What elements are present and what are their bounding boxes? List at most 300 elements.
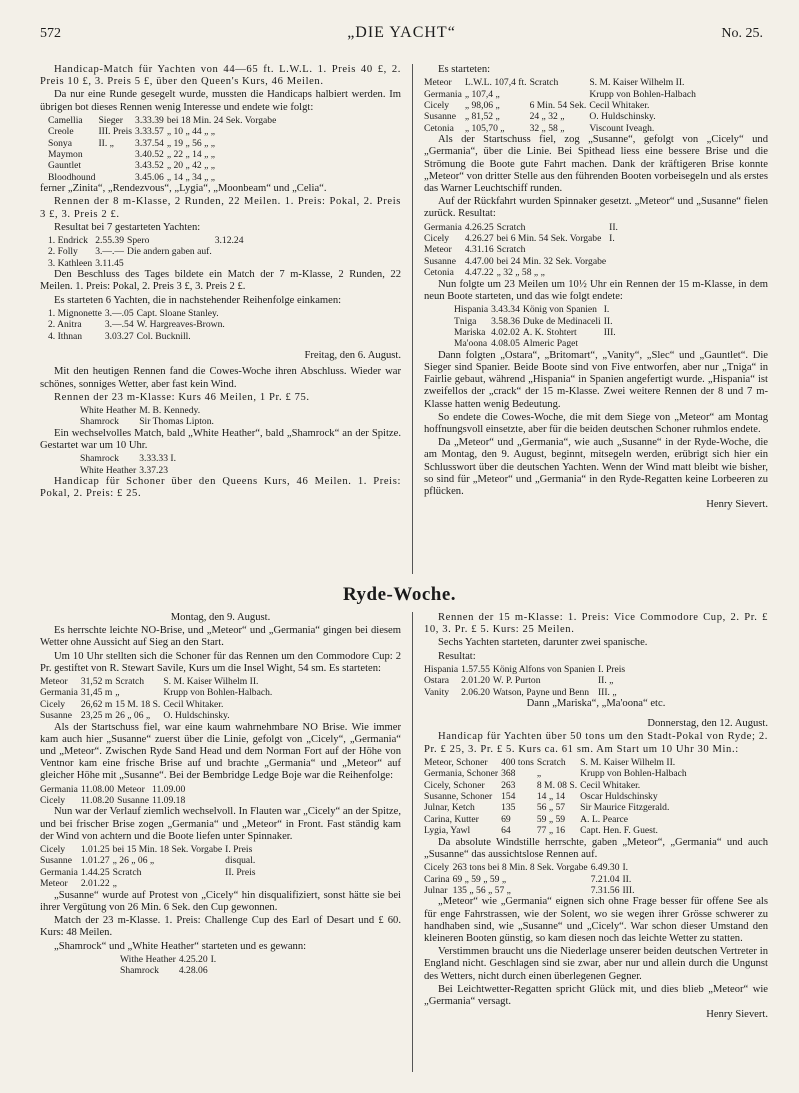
table-cell: 7.31.56: [590, 884, 620, 896]
paragraph: Rennen der 8 m-Klasse, 2 Runden, 22 Meilen. 1. Preis: Pokal, 2. Preis 3 £, 3. Preis 2 £.: [40, 196, 401, 220]
table-cell: Die andern gaben auf.: [127, 246, 212, 258]
table-cell: „: [112, 878, 117, 890]
table-cell: Scratch: [112, 866, 142, 878]
table-cell: 2. Anitra: [48, 319, 82, 331]
table-cell: Viscount Iveagh.: [589, 122, 655, 134]
table-cell: III.: [622, 884, 635, 896]
table-row: [454, 304, 619, 315]
table-row: [424, 233, 621, 244]
table-row: [120, 954, 219, 965]
results-table: [424, 862, 637, 896]
table-row: [48, 308, 228, 319]
table-cell: S. M. Kaiser Wilhelm II.: [589, 77, 685, 89]
table-row: [48, 115, 279, 126]
table-cell: „ 32 „ 58 „ „: [496, 267, 545, 279]
table-row: [40, 784, 188, 795]
table-row: [424, 791, 690, 802]
table-cell: I. Preis: [597, 663, 626, 675]
table-cell: Carina, Kutter: [424, 813, 479, 825]
paragraph: Da nur eine Runde gesegelt wurde, mussten die Handicaps halbiert werden. Im übrigen bot dieses Rennen wenig Interesse und endete wie folgt:: [40, 89, 401, 113]
table-cell: „ 19 „ 56 „ „: [166, 137, 216, 149]
table-cell: Germania: [424, 221, 462, 233]
table-cell: Oscar Huldschinsky: [580, 791, 658, 803]
table-cell: „ 10 „ 44 „ „: [166, 126, 216, 138]
paragraph: Den Beschluss des Tages bildete ein Match der 7 m-Klasse, 2 Runden, 22 Meilen. 1. Preis: Pokal, 2. Preis 3 £, 3. Preis 2 £.: [40, 269, 401, 293]
table-cell: White Heather: [80, 464, 137, 476]
table-cell: Germania, Schoner: [424, 768, 499, 780]
table-cell: 135: [501, 802, 516, 814]
paragraph: Als der Startschuss fiel, war eine kaum wahrnehmbare NO Brise. Wie immer kam auch hier „Susanne“ zuerst über die Linie, gefolgt von „Cicely“, „Germania“ und „Meteor“. Zwischen Ryde Sand Head und dem Norman Fort auf der Höhe von Ventnor kam eine frische Brise auf und brachte „Germania“ und „Meteor“ auf gleicher Höhe mit „Susanne“. Bei der Bembridge Ledge Boje war die Reihenfolge:: [40, 721, 401, 782]
table-cell: 31,45 m: [80, 687, 113, 699]
table-cell: 2. Folly: [48, 246, 78, 258]
table-cell: 24 „ 32 „: [529, 111, 565, 123]
table-cell: Cicely, Schoner: [424, 779, 485, 791]
results-table: [454, 304, 619, 350]
table-cell: 4.28.06: [178, 965, 208, 977]
right-column-top: [424, 64, 768, 512]
table-cell: [98, 160, 135, 171]
table-cell: 263: [501, 779, 516, 791]
table-cell: 2.06.20: [461, 686, 490, 698]
page-header: [40, 22, 763, 48]
paragraph: „Meteor“ wie „Germania“ eignen sich ohne Frage besser für offene See als für enge Fahrstrassen, wie der Solent, wo sie wegen ihrer Grösse schwerer zu handhaben sind, wie „Susanne“ und „Cicely“. War schon dieser Umstand den kleineren Booten günstig, so kam diesen noch das leichte Wetter zu statten.: [424, 896, 768, 944]
table-cell: 7.21.04: [590, 873, 620, 885]
table-row: [424, 825, 690, 836]
paragraph: Als der Startschuss fiel, zog „Susanne“, gefolgt von „Cicely“ und „Germania“, über die Linie. Bei Spithead liess eine bessere Brise und die Strömung die Boote gute Fahrt machen. Dank der kräftigeren Brise konnte „Meteor“ von dritter Stelle aus den führenden Booten vorbeisegeln und als erstes das Warner Leuchtschiff runden.: [424, 134, 768, 195]
table-cell: O. Huldschinsky.: [589, 111, 656, 123]
results-table: [424, 757, 690, 837]
table-cell: 3.—.05: [104, 307, 134, 319]
table-cell: Duke de Medinaceli: [522, 315, 601, 327]
results-table: [48, 115, 279, 183]
table-cell: O. Huldschinsky.: [163, 710, 230, 722]
paragraph: Rennen der 23 m-Klasse: Kurs 46 Meilen, 1 Pr. £ 75.: [54, 391, 310, 403]
right-column-bottom: [424, 612, 768, 1022]
paragraph: Nun folgte um 23 Meilen um 10½ Uhr ein Rennen der 15 m-Klasse, in dem neun Boote starteten, und das wie folgt endete:: [424, 278, 768, 302]
table-row: [424, 89, 699, 100]
table-cell: Cicely: [424, 862, 450, 874]
table-cell: 4.31.16: [464, 244, 494, 256]
table-row: [424, 256, 621, 267]
table-cell: [225, 878, 258, 889]
table-row: [48, 160, 279, 171]
table-row: [40, 867, 259, 878]
table-cell: Cicely: [424, 233, 450, 245]
dateline: Donnerstag, den 12. August.: [647, 718, 768, 730]
table-cell: [609, 244, 621, 255]
table-cell: Susanne: [117, 795, 150, 807]
results-table: [424, 222, 621, 279]
table-cell: „ 98,06 „: [464, 100, 500, 112]
table-cell: 1.44.25: [80, 866, 110, 878]
table-row: [40, 855, 259, 866]
table-cell: 1.57.55: [461, 663, 490, 675]
table-cell: „ 105,70 „: [464, 122, 505, 134]
paragraph: Match der 23 m-Klasse. 1. Preis: Challenge Cup des Earl of Desart und £ 60. Kurs: 48 Meilen.: [40, 915, 401, 939]
table-cell: bei 18 Min. 24 Sek. Vorgabe: [166, 114, 277, 126]
table-cell: [609, 256, 621, 267]
table-row: [48, 258, 247, 269]
table-cell: Germania: [424, 88, 462, 100]
table-cell: A. K. Stohtert: [522, 326, 577, 338]
table-cell: Germania: [40, 866, 78, 878]
table-cell: Sir Maurice Fitzgerald.: [580, 802, 670, 814]
left-column-bottom: [40, 612, 401, 977]
table-cell: [215, 246, 247, 257]
table-cell: „: [536, 768, 542, 780]
table-cell: „ 22 „ 14 „ „: [166, 149, 216, 161]
table-cell: II. „: [98, 137, 114, 149]
table-cell: Cicely: [40, 698, 66, 710]
table-cell: Carina: [424, 873, 450, 885]
table-cell: 2.01.22: [80, 878, 110, 890]
table-cell: Tniga: [454, 315, 477, 327]
table-row: [40, 795, 188, 806]
section-title: Ryde-Woche.: [342, 584, 456, 605]
table-cell: W. P. Purton: [492, 675, 541, 687]
table-cell: Vanity: [424, 686, 450, 698]
table-cell: [127, 258, 215, 269]
table-row: [424, 874, 637, 885]
table-cell: Germania: [40, 687, 78, 699]
table-row: [48, 246, 247, 257]
table-cell: Meteor: [424, 244, 452, 256]
table-cell: Germania: [40, 783, 78, 795]
table-cell: Susanne: [40, 855, 72, 867]
table-cell: 4. Ithnan: [48, 330, 83, 342]
paragraph: Handicap für Yachten über 50 tons um den Stadt-Pokal von Ryde; 2. Pr. £ 25, 3. Pr. £ 5. Kurs ca. 61 sm. Am Start um 10 Uhr 30 Min.:: [424, 731, 768, 755]
table-cell: 4.47.22: [464, 267, 494, 279]
table-row: [424, 757, 690, 768]
table-row: [424, 244, 621, 255]
table-row: [424, 664, 628, 675]
paragraph: Verstimmen braucht uns die Niederlage unserer beiden deutschen Vertreter in England nicht. Geschlagen sind sie zwar, aber nur und allein durch die Ungunst des Wetters, nicht durch einen überlegenen Gegner.: [424, 946, 768, 982]
table-cell: 69: [501, 813, 511, 825]
table-cell: W. Hargreaves-Brown.: [136, 319, 225, 331]
table-row: [48, 235, 247, 246]
paragraph: „Shamrock“ und „White Heather“ starteten und es gewann:: [54, 940, 307, 952]
page-number: 572: [40, 26, 61, 41]
table-cell: S. M. Kaiser Wilhelm II.: [163, 676, 259, 688]
paragraph: ferner „Zinita“, „Rendezvous“, „Lygia“, „Moonbeam“ und „Celia“.: [40, 183, 327, 195]
table-cell: Watson, Payne und Benn: [492, 686, 590, 698]
paragraph: Handicap-Match für Yachten von 44—65 ft. L.W.L. 1. Preis 40 £, 2. Preis 10 £, 3. Preis 5 £, über den Queen's Kurs, 46 Meilen.: [40, 64, 401, 88]
table-cell: disqual.: [225, 855, 256, 867]
table-cell: Cecil Whitaker.: [589, 100, 650, 112]
paragraph: Ein wechselvolles Match, bald „White Heather“, bald „Shamrock“ an der Spitze. Gestartet war um 10 Uhr.: [40, 427, 401, 451]
table-cell: Ma'oona: [454, 338, 488, 350]
table-cell: Krupp von Bohlen-Halbach.: [163, 687, 273, 699]
paragraph: Es herrschte leichte NO-Brise, und „Meteor“ und „Germania“ gingen bei diesem Wetter ohne Aussicht auf Sieg an den Start.: [40, 625, 401, 649]
signature: Henry Sievert.: [706, 499, 768, 511]
table-row: [80, 405, 217, 416]
results-table: [80, 453, 179, 476]
table-cell: Scratch: [496, 221, 526, 233]
table-cell: [98, 172, 135, 183]
table-cell: S. M. Kaiser Wilhelm II.: [580, 756, 676, 768]
table-cell: II.: [609, 221, 618, 233]
table-cell: Cetonia: [424, 267, 454, 279]
table-cell: Camellia: [48, 114, 83, 126]
table-row: [454, 327, 619, 338]
table-cell: 135 „ 56 „ 57 „: [452, 884, 511, 896]
table-cell: Susanne: [424, 255, 456, 267]
table-cell: Withe Heather: [120, 953, 176, 965]
paragraph: Mit den heutigen Rennen fand die Cowes-Woche ihren Abschluss. Wieder war schönes, sonniges Wetter, aber fast kein Wind.: [40, 366, 401, 390]
table-cell: Cicely: [40, 795, 66, 807]
table-row: [424, 768, 690, 779]
table-cell: I.: [210, 953, 217, 965]
table-cell: Bloodhound: [48, 171, 96, 183]
table-cell: Mariska: [454, 326, 486, 338]
table-cell: bei 6 Min. 54 Sek. Vorgabe: [496, 233, 602, 245]
table-row: [40, 710, 275, 721]
table-cell: 31,52 m: [80, 676, 113, 688]
table-row: [40, 844, 259, 855]
column-divider: [412, 612, 413, 1072]
table-cell: 154: [501, 791, 516, 803]
results-table: [120, 954, 219, 977]
table-cell: 11.08.20: [80, 795, 115, 807]
left-column-top: [40, 64, 401, 501]
table-row: [80, 416, 217, 427]
table-cell: 4.26.25: [464, 221, 494, 233]
table-cell: 69 „ 59 „ 59 „: [452, 873, 507, 885]
table-cell: Susanne, Schoner: [424, 791, 493, 803]
table-row: [40, 676, 275, 687]
table-cell: 8 M. 08 S.: [536, 779, 578, 791]
table-cell: 368: [501, 768, 516, 780]
results-table: [48, 308, 228, 342]
paragraph: Bei Leichtwetter-Regatten spricht Glück mit, und dies blieb „Meteor“ wie „Germania“ versagt.: [424, 983, 768, 1007]
table-cell: 3.45.06: [135, 171, 164, 183]
paragraph: „Susanne“ wurde auf Protest von „Cicely“ hin disqualifiziert, sonst hätte sie bei ihrer Vergütung von 26 Min. 6 Sek. den Cup gewonnen.: [40, 889, 401, 913]
table-cell: [211, 965, 220, 976]
table-cell: M. B. Kennedy.: [139, 404, 201, 416]
results-table: [424, 664, 628, 698]
paragraph: Sechs Yachten starteten, darunter zwei spanische.: [438, 637, 648, 649]
table-cell: I.: [603, 304, 610, 316]
table-cell: 11.08.00: [80, 783, 115, 795]
table-cell: Creole: [48, 126, 74, 138]
table-cell: 3.03.27: [104, 330, 134, 342]
table-cell: Sonya: [48, 137, 72, 149]
table-cell: 23,25 m: [80, 710, 113, 722]
table-cell: 2.01.20: [461, 675, 490, 687]
table-cell: König Alfons von Spanien: [492, 663, 595, 675]
table-row: [424, 687, 628, 698]
paragraph: Dann folgten „Ostara“, „Britomart“, „Vanity“, „Slec“ und „Gauntlet“. Die Sieger sind Spanier. Beide Boote sind von Five entworfen, aber nur „Tniga“ in Fairlie gebaut, während „Hispania“ in Spanien angefertigt wurde. „Hispania“ ist zweifellos der „crack“ der 15 m-Klasse. Zwei weitere Rennen der 8 und 7 m-Klasse hatten wenig Bedeutung.: [424, 349, 768, 410]
table-row: [424, 814, 690, 825]
paragraph: Resultat:: [438, 650, 476, 662]
table-cell: 4.02.02: [491, 326, 520, 338]
table-cell: Shamrock: [80, 416, 119, 428]
paragraph: Es starteten 6 Yachten, die in nachstehender Reihenfolge einkamen:: [54, 294, 342, 306]
table-cell: Cecil Whitaker.: [580, 779, 641, 791]
paragraph: Resultat bei 7 gestarteten Yachten:: [54, 221, 201, 233]
paragraph: Da „Meteor“ und „Germania“, wie auch „Susanne“ in der Ryde-Woche, die am Montag, den 9. August, beginnt, mitsegeln werden, erübrigt sich hier ein Schlusswort über die deutschen Yachten. Wenn der Wind matt bleibt wie bisher, so sind für „Meteor“ und „Germania“ in den Ryde-Regatten keine Lorbeeren zu pflücken.: [424, 437, 768, 497]
table-cell: Sir Thomas Lipton.: [139, 416, 214, 428]
table-cell: II.: [622, 873, 632, 885]
table-row: [40, 699, 275, 710]
issue-number: No. 25.: [721, 26, 763, 41]
table-cell: „ 20 „ 42 „ „: [166, 160, 216, 172]
table-cell: Julnar: [424, 884, 448, 896]
table-cell: 3.33.39: [135, 114, 164, 126]
table-cell: 3.—.—: [95, 246, 125, 258]
results-table: [80, 405, 217, 428]
table-cell: 3. Kathleen: [48, 257, 93, 269]
table-row: [48, 319, 228, 330]
table-cell: Scratch: [496, 244, 526, 256]
table-cell: 3.11.45: [95, 257, 124, 269]
table-cell: Julnar, Ketch: [424, 802, 475, 814]
table-cell: 263 tons bei 8 Min. 8 Sek. Vorgabe: [452, 862, 588, 874]
table-cell: Shamrock: [80, 453, 119, 465]
table-cell: Krupp von Bohlen-Halbach: [589, 88, 696, 100]
table-cell: Shamrock: [120, 965, 159, 977]
table-row: [48, 126, 279, 137]
table-cell: 59 „ 59: [536, 813, 566, 825]
table-cell: Lygia, Yawl: [424, 825, 471, 837]
table-cell: Meteor: [117, 783, 145, 795]
table-cell: bei 24 Min. 32 Sek. Vorgabe: [496, 255, 607, 267]
paragraph: Handicap für Schoner über den Queens Kurs, 46 Meilen. 1. Preis: Pokal, 2. Preis: £ 25.: [40, 475, 401, 500]
dateline: Montag, den 9. August.: [170, 612, 271, 623]
paragraph: Es starteten:: [438, 64, 491, 75]
table-cell: Maymon: [48, 149, 83, 161]
table-cell: „: [115, 687, 120, 699]
table-cell: Capt. Hen. F. Guest.: [580, 825, 658, 837]
table-cell: I.: [609, 233, 615, 245]
table-cell: Hispania: [454, 304, 489, 316]
table-row: [120, 965, 219, 976]
table-cell: 15 M. 18 S.: [115, 698, 161, 710]
table-row: [424, 675, 628, 686]
table-row: [424, 780, 690, 791]
table-cell: III. „: [597, 686, 617, 698]
table-cell: König von Spanien: [522, 304, 597, 316]
table-cell: 26,62 m: [80, 698, 113, 710]
table-cell: 3.37.54: [135, 137, 164, 149]
table-cell: 1. Mignonette: [48, 307, 102, 319]
table-cell: I.: [622, 862, 629, 874]
table-cell: 32 „ 58 „: [529, 122, 565, 134]
column-divider: [412, 64, 413, 574]
table-cell: Susanne: [40, 710, 72, 722]
table-row: [424, 222, 621, 233]
table-cell: II. „: [597, 675, 614, 687]
table-cell: „ 81,52 „: [464, 111, 500, 123]
table-cell: 11.09.18: [152, 795, 186, 807]
table-cell: 3.—.54: [104, 319, 134, 331]
table-cell: 64: [501, 825, 511, 837]
results-table: [40, 784, 188, 807]
table-cell: 3.12.24: [214, 235, 244, 247]
table-cell: 1.01.27: [80, 855, 110, 867]
table-cell: [609, 267, 621, 278]
paragraph: Nun war der Verlauf ziemlich wechselvoll. In Flauten war „Cicely“ an der Spitze, und bei frischer Brise zogen „Germania“ und „Meteor“ in Front. Fast ständig kam der Wind von achtern und die Boote liefen unter Spinnaker.: [40, 806, 401, 842]
table-cell: 3.37.23: [139, 464, 168, 476]
table-row: [424, 267, 621, 278]
table-cell: Gauntlet: [48, 160, 82, 172]
table-cell: 4.25.20: [178, 953, 208, 965]
table-cell: Capt. Sloane Stanley.: [136, 307, 219, 319]
table-cell: „ 14 „ 34 „ „: [166, 171, 216, 183]
table-row: [424, 123, 699, 134]
table-cell: Col. Bucknill.: [136, 330, 191, 342]
table-cell: „ 26 „ 06 „: [112, 855, 155, 867]
table-row: [454, 338, 619, 349]
table-cell: 26 „ 06 „: [115, 710, 151, 722]
table-cell: Meteor: [424, 77, 452, 89]
table-cell: 1.01.25: [80, 844, 110, 856]
table-cell: Scratch: [529, 77, 559, 89]
table-cell: Meteor, Schoner: [424, 756, 488, 768]
table-row: [80, 465, 179, 476]
table-cell: Meteor: [40, 676, 68, 688]
signature: Henry Sievert.: [706, 1009, 768, 1021]
table-row: [48, 138, 279, 149]
results-table: [48, 235, 247, 269]
table-cell: II.: [603, 315, 613, 327]
table-cell: 3.58.36: [491, 315, 520, 327]
table-row: [40, 687, 275, 698]
table-cell: [604, 338, 619, 349]
table-cell: Almeric Paget: [522, 338, 579, 350]
paragraph: So endete die Cowes-Woche, die mit dem Siege von „Meteor“ am Montag hoffnungsvoll einsetzte, aber für die beiden deutschen Schoner ruhmlos endete.: [424, 411, 768, 435]
paragraph: Auf der Rückfahrt wurden Spinnaker gesetzt. „Meteor“ und „Susanne“ fielen zurück. Resultat:: [424, 196, 768, 220]
table-cell: bei 15 Min. 18 Sek. Vorgabe: [112, 844, 223, 856]
results-table: [424, 77, 699, 134]
table-cell: Spero: [127, 235, 150, 247]
table-cell: Hispania: [424, 663, 459, 675]
table-cell: Ostara: [424, 675, 450, 687]
table-cell: 3.43.52: [135, 160, 164, 172]
table-cell: [215, 258, 247, 269]
paragraph: Um 10 Uhr stellten sich die Schoner für das Rennen um den Commodore Cup: 2 Pr. gestiftet von R. Stewart Savile, Kurs um die Insel Wight, 54 sm. Es starteten:: [40, 650, 401, 674]
table-row: [48, 149, 279, 160]
paragraph: Rennen der 15 m-Klasse: 1. Preis: Vice Commodore Cup, 2. Pr. £ 10, 3. Pr. £ 5. Kurs: 25 Meilen.: [424, 612, 768, 636]
table-row: [48, 331, 228, 342]
table-row: [424, 885, 637, 896]
table-cell: 3.33.33 I.: [139, 453, 176, 465]
table-cell: 3.33.57: [135, 126, 164, 138]
table-cell: 400 tons: [501, 756, 534, 768]
dateline: Freitag, den 6. August.: [304, 350, 401, 362]
table-cell: III. Preis: [98, 126, 133, 138]
table-row: [454, 316, 619, 327]
table-cell: 1. Endrick: [48, 235, 88, 247]
table-cell: 11.09.00: [152, 783, 186, 795]
table-cell: 2.55.39: [95, 235, 125, 247]
results-table: [40, 844, 259, 890]
paragraph: Dann „Mariska“, „Ma'oona“ etc.: [526, 698, 666, 710]
table-cell: Krupp von Bohlen-Halbach: [580, 768, 687, 780]
table-cell: [98, 149, 135, 160]
table-cell: Sieger: [98, 114, 123, 126]
table-cell: II. Preis: [225, 866, 256, 878]
table-cell: 3.40.52: [135, 149, 164, 161]
table-cell: Cicely: [424, 100, 450, 112]
table-row: [424, 77, 699, 88]
table-cell: A. L. Pearce: [580, 813, 629, 825]
table-row: [424, 802, 690, 813]
table-cell: L.W.L. 107,4 ft.: [464, 77, 527, 89]
table-cell: 6 Min. 54 Sek.: [529, 100, 587, 112]
table-cell: Susanne: [424, 111, 456, 123]
table-cell: 3.43.34: [491, 304, 520, 316]
